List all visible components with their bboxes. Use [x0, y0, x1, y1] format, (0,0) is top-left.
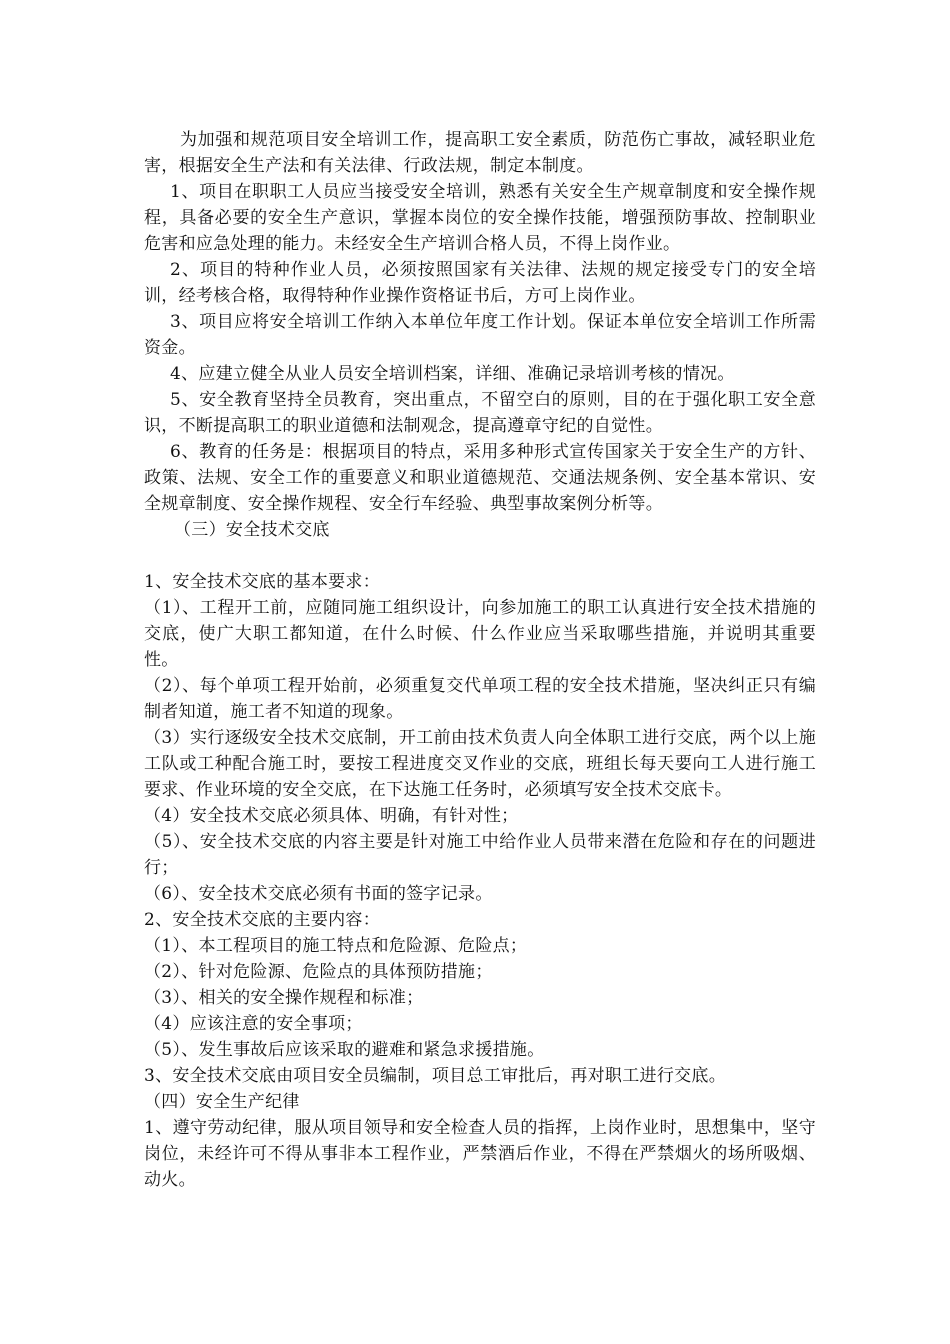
main-content-item-1: （1）、本工程项目的施工特点和危险源、危险点； [144, 936, 528, 956]
section-heading-3: （三）安全技术交底 [174, 520, 330, 540]
main-content-item-4: （4）应该注意的安全事项； [144, 1014, 363, 1034]
basic-requirement-4: （4）安全技术交底必须具体、明确，有针对性； [144, 806, 519, 826]
section-heading-4: （四）安全生产纪律 [144, 1092, 300, 1112]
main-content-heading: 2、安全技术交底的主要内容： [144, 910, 381, 930]
training-rule-6: 6、教育的任务是：根据项目的特点，采用多种形式宣传国家关于安全生产的方针、政策、法规、安全工作的重要意义和职业道德规范、交通法规条例、安全基本常识、安全规章制度、安全操作规程、安全行车经验、典型事故案例分析等。 [144, 442, 816, 514]
training-rule-4: 4、应建立健全从业人员安全培训档案，详细、准确记录培训考核的情况。 [170, 364, 735, 384]
basic-requirement-6: （6）、安全技术交底必须有书面的签字记录。 [144, 884, 493, 904]
discipline-item-1: 1、遵守劳动纪律，服从项目领导和安全检查人员的指挥，上岗作业时，思想集中，坚守岗位，未经许可不得从事非本工程作业，严禁酒后作业，不得在严禁烟火的场所吸烟、动火。 [144, 1118, 816, 1190]
basic-requirement-1: （1）、工程开工前，应随同施工组织设计，向参加施工的职工认真进行安全技术措施的交底，使广大职工都知道，在什么时候、什么作业应当采取哪些措施，并说明其重要性。 [144, 598, 816, 670]
document-body [144, 127, 816, 1193]
basic-requirement-2: （2）、每个单项工程开始前，必须重复交代单项工程的安全技术措施，坚决纠正只有编制者知道，施工者不知道的现象。 [144, 676, 816, 722]
basic-requirements-heading: 1、安全技术交底的基本要求： [144, 572, 381, 592]
main-content-item-5: （5）、发生事故后应该采取的避难和紧急求援措施。 [144, 1040, 545, 1060]
blank-line [144, 543, 816, 569]
training-rule-3: 3、项目应将安全培训工作纳入本单位年度工作计划。保证本单位安全培训工作所需资金。 [144, 312, 816, 358]
main-content-item-2: （2）、针对危险源、危险点的具体预防措施； [144, 962, 493, 982]
training-rule-5: 5、安全教育坚持全员教育，突出重点，不留空白的原则，目的在于强化职工安全意识，不断提高职工的职业道德和法制观念，提高遵章守纪的自觉性。 [144, 390, 816, 436]
training-rule-2: 2、项目的特种作业人员，必须按照国家有关法律、法规的规定接受专门的安全培训，经考核合格，取得特种作业操作资格证书后，方可上岗作业。 [144, 260, 816, 306]
main-content-item-3: （3）、相关的安全操作规程和标准； [144, 988, 424, 1008]
training-rule-1: 1、项目在职职工人员应当接受安全培训，熟悉有关安全生产规章制度和安全操作规程，具备必要的安全生产意识，掌握本岗位的安全操作技能，增强预防事故、控制职业危害和应急处理的能力。未经安全生产培训合格人员，不得上岗作业。 [144, 182, 816, 254]
technical-disclosure-item-3: 3、安全技术交底由项目安全员编制，项目总工审批后，再对职工进行交底。 [144, 1066, 727, 1086]
basic-requirement-5: （5）、安全技术交底的内容主要是针对施工中给作业人员带来潜在危险和存在的问题进行； [144, 832, 816, 878]
intro-paragraph: 为加强和规范项目安全培训工作，提高职工安全素质，防范伤亡事故，减轻职业危害，根据安全生产法和有关法律、行政法规，制定本制度。 [144, 130, 816, 176]
basic-requirement-3: （3）实行逐级安全技术交底制，开工前由技术负责人向全体职工进行交底，两个以上施工队或工种配合施工时，要按工程进度交叉作业的交底，班组长每天要向工人进行施工要求、作业环境的安全交底，在下达施工任务时，必须填写安全技术交底卡。 [144, 728, 816, 800]
